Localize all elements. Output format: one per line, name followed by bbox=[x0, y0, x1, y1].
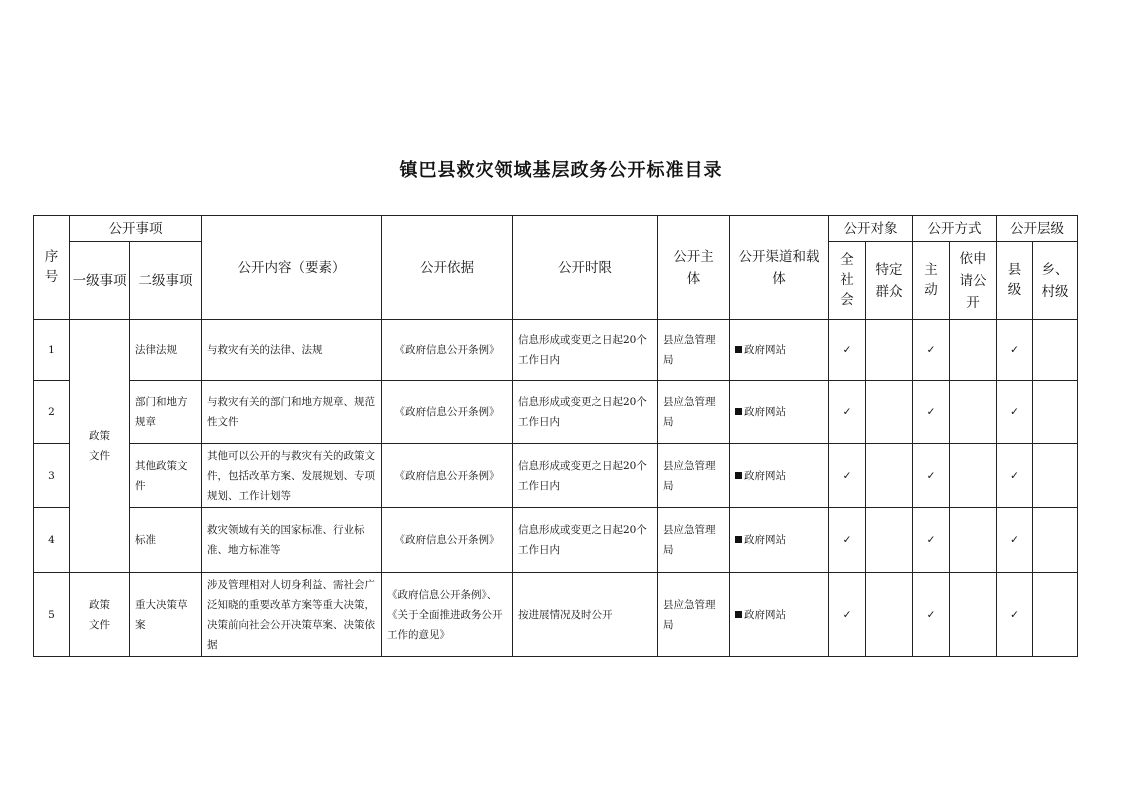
check-target-all: ✓ bbox=[829, 573, 866, 657]
check-target-all: ✓ bbox=[829, 508, 866, 573]
check-mode-active: ✓ bbox=[913, 320, 950, 381]
table-row bbox=[34, 444, 1078, 508]
check-level-county: ✓ bbox=[997, 573, 1033, 657]
check-target-all: ✓ bbox=[829, 381, 866, 444]
header-mode-group: 公开方式 bbox=[913, 216, 997, 242]
row-time-limit: 信息形成或变更之日起20个工作日内 bbox=[513, 508, 658, 573]
check-mode-request bbox=[950, 320, 997, 381]
header-target-specific: 特定群众 bbox=[866, 242, 913, 320]
check-level-town bbox=[1033, 508, 1078, 573]
square-bullet-icon bbox=[735, 536, 742, 543]
row-basis: 《政府信息公开条例》 bbox=[382, 444, 513, 508]
row-content: 涉及管理相对人切身利益、需社会广泛知晓的重要改革方案等重大决策，决策前向社会公开决策草案、决策依据 bbox=[202, 573, 382, 657]
header-target-all: 全社会 bbox=[829, 242, 866, 320]
row-subject: 县应急管理局 bbox=[658, 508, 730, 573]
header-level-group: 公开层级 bbox=[997, 216, 1078, 242]
row-basis: 《政府信息公开条例》 bbox=[382, 381, 513, 444]
check-mode-active: ✓ bbox=[913, 444, 950, 508]
row-subject: 县应急管理局 bbox=[658, 444, 730, 508]
header-level-town: 乡、村级 bbox=[1033, 242, 1078, 320]
row-level2: 标准 bbox=[130, 508, 202, 573]
check-level-county: ✓ bbox=[997, 444, 1033, 508]
row-channel: 政府网站 bbox=[730, 508, 829, 573]
check-target-all: ✓ bbox=[829, 444, 866, 508]
row-time-limit: 信息形成或变更之日起20个工作日内 bbox=[513, 444, 658, 508]
header-seq: 序号 bbox=[34, 216, 70, 320]
check-level-town bbox=[1033, 444, 1078, 508]
header-level1: 一级事项 bbox=[70, 242, 130, 320]
header-mode-active: 主动 bbox=[913, 242, 950, 320]
row-level1: 政策文件 bbox=[70, 320, 130, 573]
header-item-group: 公开事项 bbox=[70, 216, 202, 242]
header-mode-request: 依申请公开 bbox=[950, 242, 997, 320]
check-mode-request bbox=[950, 508, 997, 573]
row-subject: 县应急管理局 bbox=[658, 573, 730, 657]
header-target-group: 公开对象 bbox=[829, 216, 913, 242]
row-subject: 县应急管理局 bbox=[658, 320, 730, 381]
check-level-town bbox=[1033, 573, 1078, 657]
header-content: 公开内容（要素） bbox=[202, 216, 382, 320]
row-time-limit: 按进展情况及时公开 bbox=[513, 573, 658, 657]
table-row bbox=[34, 573, 1078, 657]
check-level-county: ✓ bbox=[997, 508, 1033, 573]
check-level-county: ✓ bbox=[997, 381, 1033, 444]
row-basis: 《政府信息公开条例》、《关于全面推进政务公开工作的意见》 bbox=[382, 573, 513, 657]
check-mode-request bbox=[950, 381, 997, 444]
header-level2: 二级事项 bbox=[130, 242, 202, 320]
table-row bbox=[34, 508, 1078, 573]
row-content: 其他可以公开的与救灾有关的政策文件，包括改革方案、发展规划、专项规划、工作计划等 bbox=[202, 444, 382, 508]
check-level-town bbox=[1033, 381, 1078, 444]
square-bullet-icon bbox=[735, 472, 742, 479]
row-seq: 5 bbox=[34, 573, 70, 657]
header-basis: 公开依据 bbox=[382, 216, 513, 320]
catalog-table bbox=[33, 215, 1078, 657]
row-basis: 《政府信息公开条例》 bbox=[382, 508, 513, 573]
row-content: 与救灾有关的部门和地方规章、规范性文件 bbox=[202, 381, 382, 444]
check-mode-active: ✓ bbox=[913, 573, 950, 657]
row-level1: 政策文件 bbox=[70, 573, 130, 657]
check-target-specific bbox=[866, 381, 913, 444]
check-level-county: ✓ bbox=[997, 320, 1033, 381]
header-time-limit: 公开时限 bbox=[513, 216, 658, 320]
check-mode-request bbox=[950, 444, 997, 508]
row-level2: 部门和地方规章 bbox=[130, 381, 202, 444]
row-time-limit: 信息形成或变更之日起20个工作日内 bbox=[513, 320, 658, 381]
check-target-specific bbox=[866, 508, 913, 573]
page-title: 镇巴县救灾领域基层政务公开标准目录 bbox=[399, 160, 723, 181]
header-level-county: 县级 bbox=[997, 242, 1033, 320]
row-seq: 4 bbox=[34, 508, 70, 573]
check-target-specific bbox=[866, 444, 913, 508]
row-level2: 其他政策文件 bbox=[130, 444, 202, 508]
row-channel: 政府网站 bbox=[730, 320, 829, 381]
row-content: 与救灾有关的法律、法规 bbox=[202, 320, 382, 381]
row-time-limit: 信息形成或变更之日起20个工作日内 bbox=[513, 381, 658, 444]
header-subject: 公开主体 bbox=[658, 216, 730, 320]
table-row bbox=[34, 320, 1078, 381]
row-content: 救灾领域有关的国家标准、行业标准、地方标准等 bbox=[202, 508, 382, 573]
header-channel: 公开渠道和载体 bbox=[730, 216, 829, 320]
row-seq: 3 bbox=[34, 444, 70, 508]
table-row bbox=[34, 381, 1078, 444]
check-mode-active: ✓ bbox=[913, 381, 950, 444]
row-subject: 县应急管理局 bbox=[658, 381, 730, 444]
square-bullet-icon bbox=[735, 346, 742, 353]
check-mode-active: ✓ bbox=[913, 508, 950, 573]
row-seq: 1 bbox=[34, 320, 70, 381]
square-bullet-icon bbox=[735, 611, 742, 618]
row-basis: 《政府信息公开条例》 bbox=[382, 320, 513, 381]
row-level2: 法律法规 bbox=[130, 320, 202, 381]
square-bullet-icon bbox=[735, 408, 742, 415]
header-row-1 bbox=[34, 216, 1078, 242]
check-mode-request bbox=[950, 573, 997, 657]
check-target-specific bbox=[866, 573, 913, 657]
row-level2: 重大决策草案 bbox=[130, 573, 202, 657]
row-seq: 2 bbox=[34, 381, 70, 444]
check-target-all: ✓ bbox=[829, 320, 866, 381]
check-target-specific bbox=[866, 320, 913, 381]
row-channel: 政府网站 bbox=[730, 573, 829, 657]
row-channel: 政府网站 bbox=[730, 381, 829, 444]
row-channel: 政府网站 bbox=[730, 444, 829, 508]
check-level-town bbox=[1033, 320, 1078, 381]
